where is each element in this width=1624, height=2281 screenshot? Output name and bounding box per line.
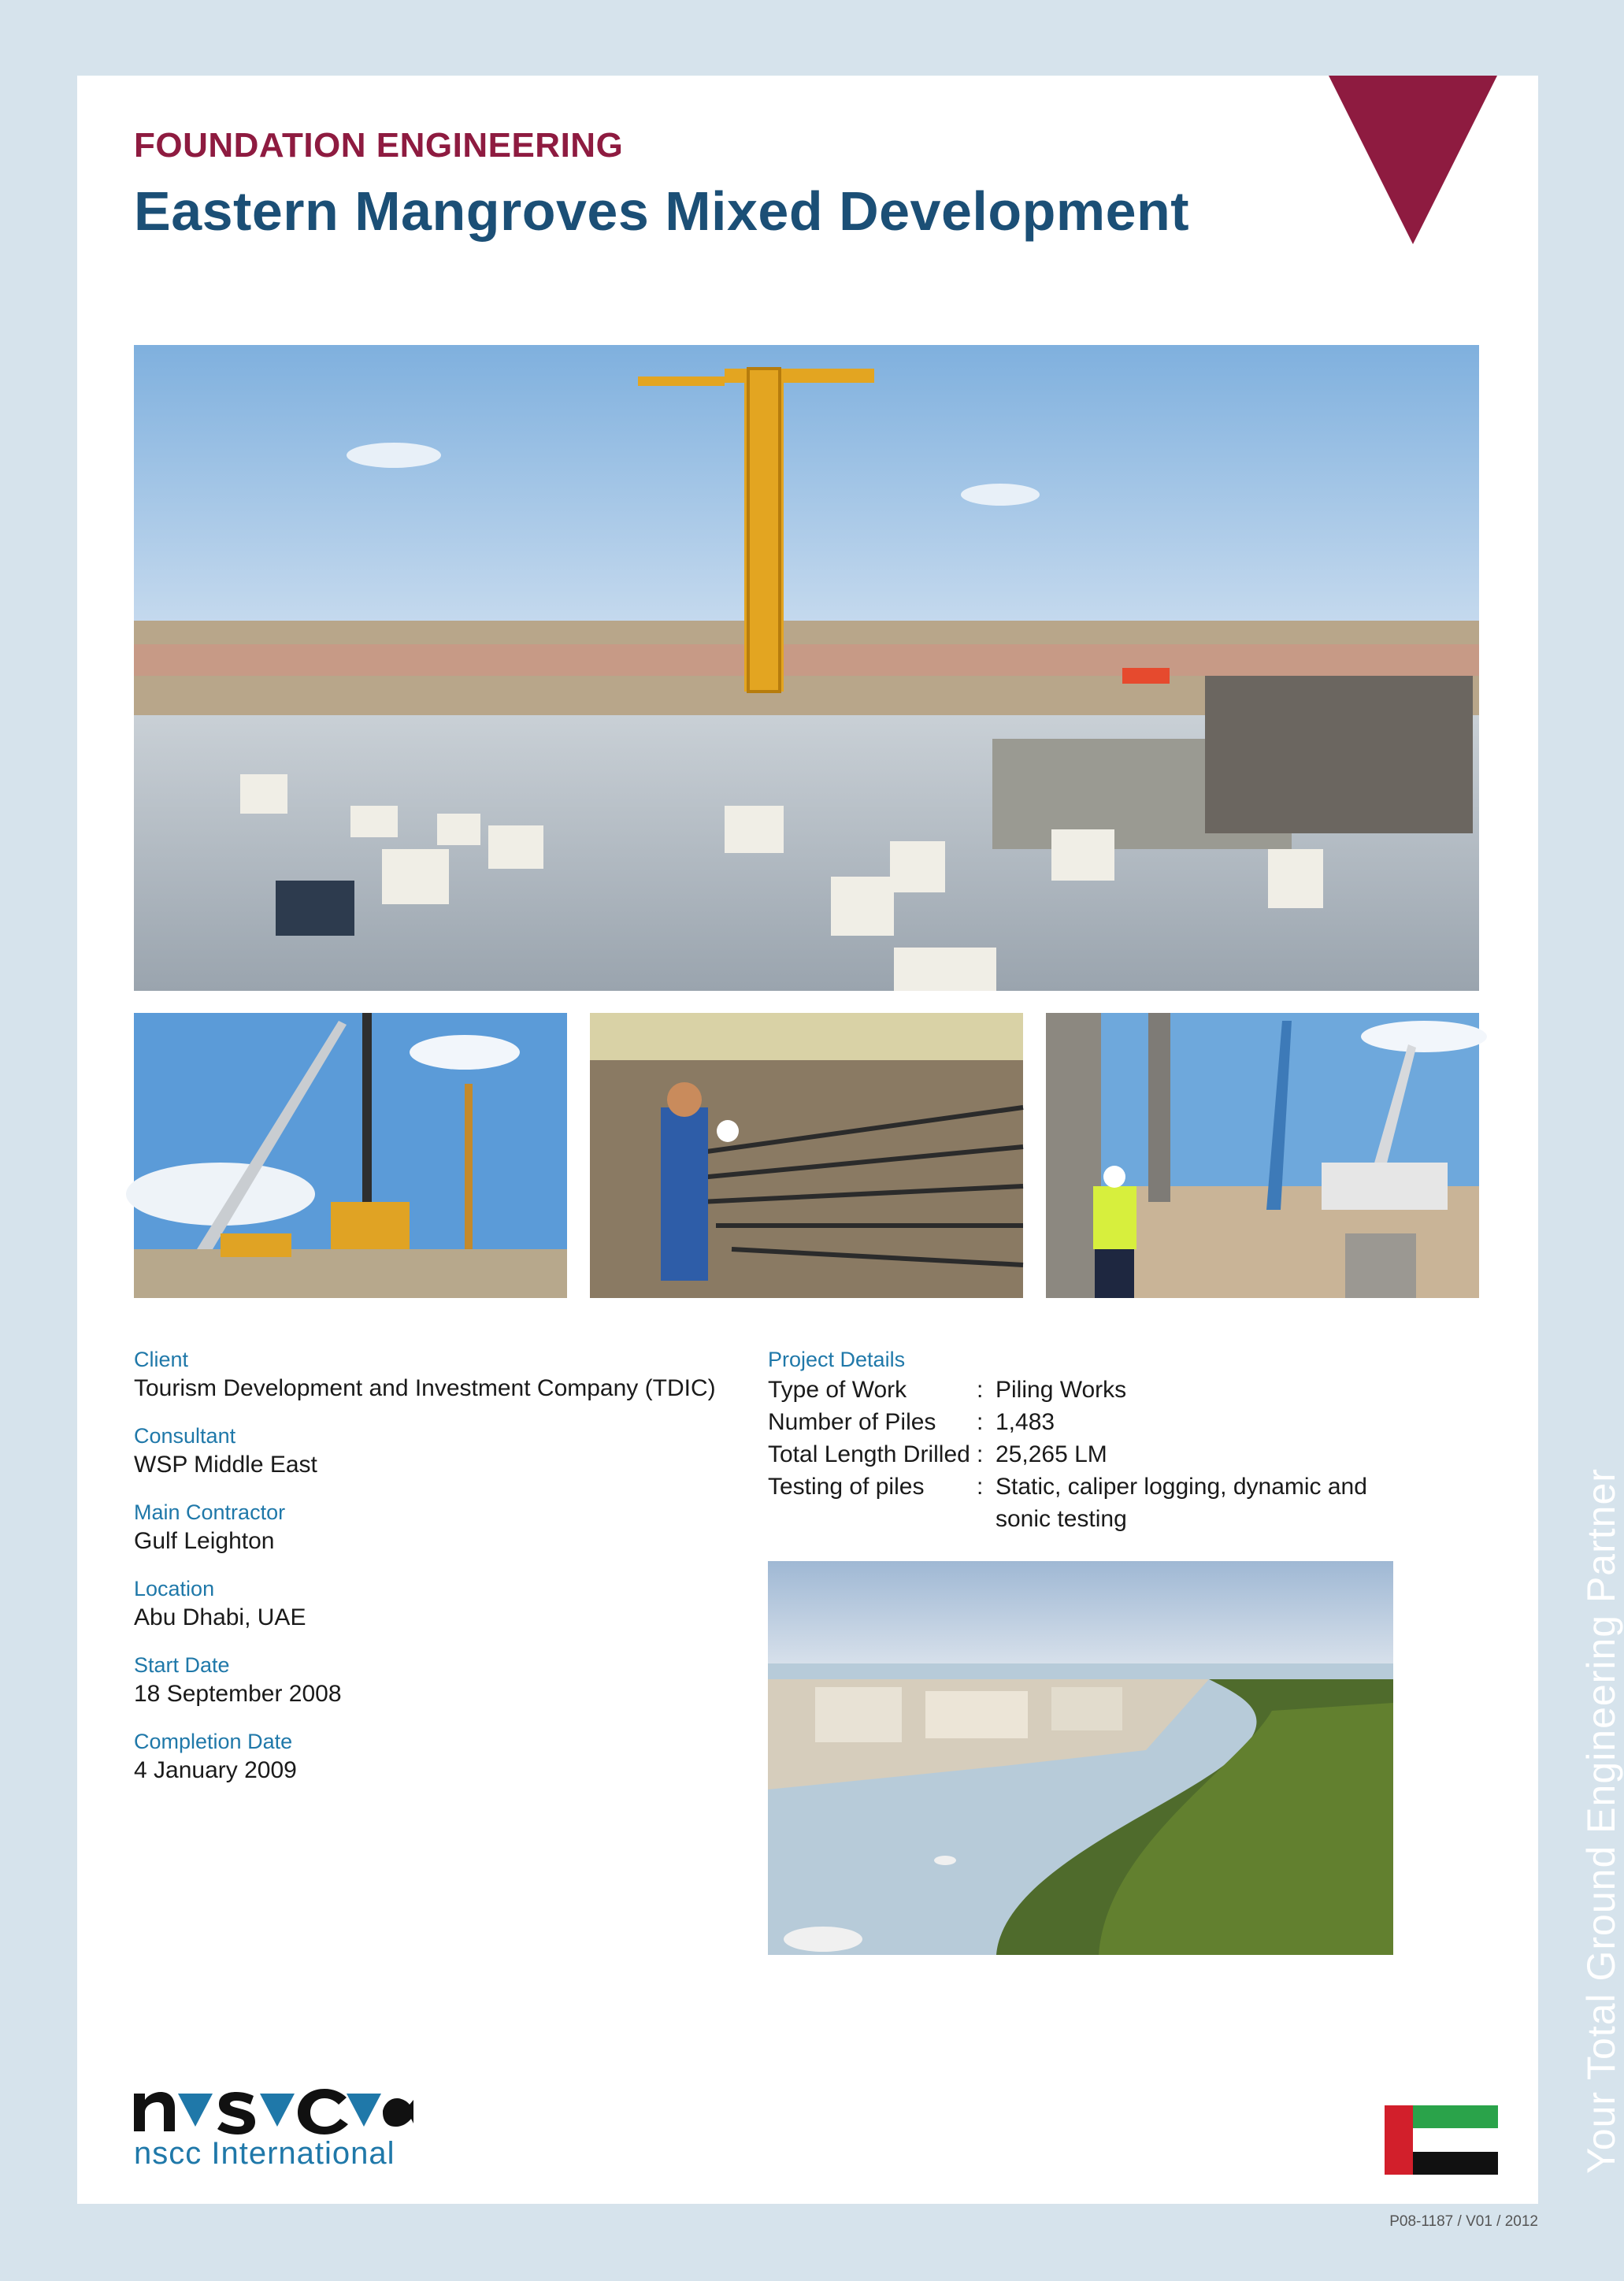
detail-value: Static, caliper logging, dynamic and sonic testing [996,1474,1367,1532]
location-block [134,1574,732,1632]
detail-value: Piling Works [996,1377,1127,1403]
detail-key: Type of Work [768,1377,907,1403]
detail-value: 1,483 [996,1409,1055,1435]
completion-date-label: Completion Date [134,1730,293,1753]
detail-key: Total Length Drilled [768,1441,970,1467]
project-details [768,1345,1398,1535]
detail-colon: : [977,1474,984,1500]
flag-black-stripe [1413,2152,1498,2175]
start-date-block [134,1651,732,1708]
document-reference: P08-1187 / V01 / 2012 [1389,2213,1538,2230]
section-kicker: FOUNDATION ENGINEERING [134,126,624,165]
detail-colon: : [977,1441,984,1467]
start-date-value: 18 September 2008 [134,1681,342,1707]
nscc-logo [134,2089,417,2175]
consultant-block [134,1422,732,1479]
drilling-site-photo [1046,1013,1479,1298]
detail-key: Number of Piles [768,1409,936,1435]
detail-row [768,1374,1398,1406]
client-block [134,1345,732,1403]
rebar-welding-photo [590,1013,1023,1298]
flag-stripes [1413,2105,1498,2175]
detail-colon: : [977,1409,984,1435]
project-info-list [134,1345,732,1804]
completion-date-block [134,1727,732,1785]
flag-green-stripe [1413,2105,1498,2128]
brand-triangle [1329,76,1497,244]
detail-row [768,1471,1398,1535]
contractor-label: Main Contractor [134,1500,286,1524]
detail-row [768,1438,1398,1471]
client-value: Tourism Development and Investment Company (TDIC) [134,1375,716,1401]
location-value: Abu Dhabi, UAE [134,1604,306,1630]
contractor-value: Gulf Leighton [134,1528,275,1554]
nscc-logo-mark-icon [134,2089,413,2133]
uae-flag-icon [1385,2105,1498,2175]
location-label: Location [134,1577,215,1600]
start-date-label: Start Date [134,1653,230,1677]
side-tagline: Your Total Ground Engineering Partner [1579,1468,1623,2174]
page-title: Eastern Mangroves Mixed Development [134,180,1190,242]
mangroves-render-photo [768,1561,1393,1955]
piling-rigs-photo [134,1013,567,1298]
client-label: Client [134,1348,189,1371]
logo-text: nscc International [134,2136,395,2171]
contractor-block [134,1498,732,1556]
flag-white-stripe [1413,2128,1498,2151]
detail-value: 25,265 LM [996,1441,1107,1467]
consultant-value: WSP Middle East [134,1452,317,1478]
flag-hoist [1385,2105,1413,2175]
site-main-photo [134,345,1479,991]
completion-date-value: 4 January 2009 [134,1757,297,1783]
consultant-label: Consultant [134,1424,236,1448]
detail-row [768,1406,1398,1438]
detail-colon: : [977,1377,984,1403]
detail-key: Testing of piles [768,1474,925,1500]
project-details-heading: Project Details [768,1348,906,1371]
